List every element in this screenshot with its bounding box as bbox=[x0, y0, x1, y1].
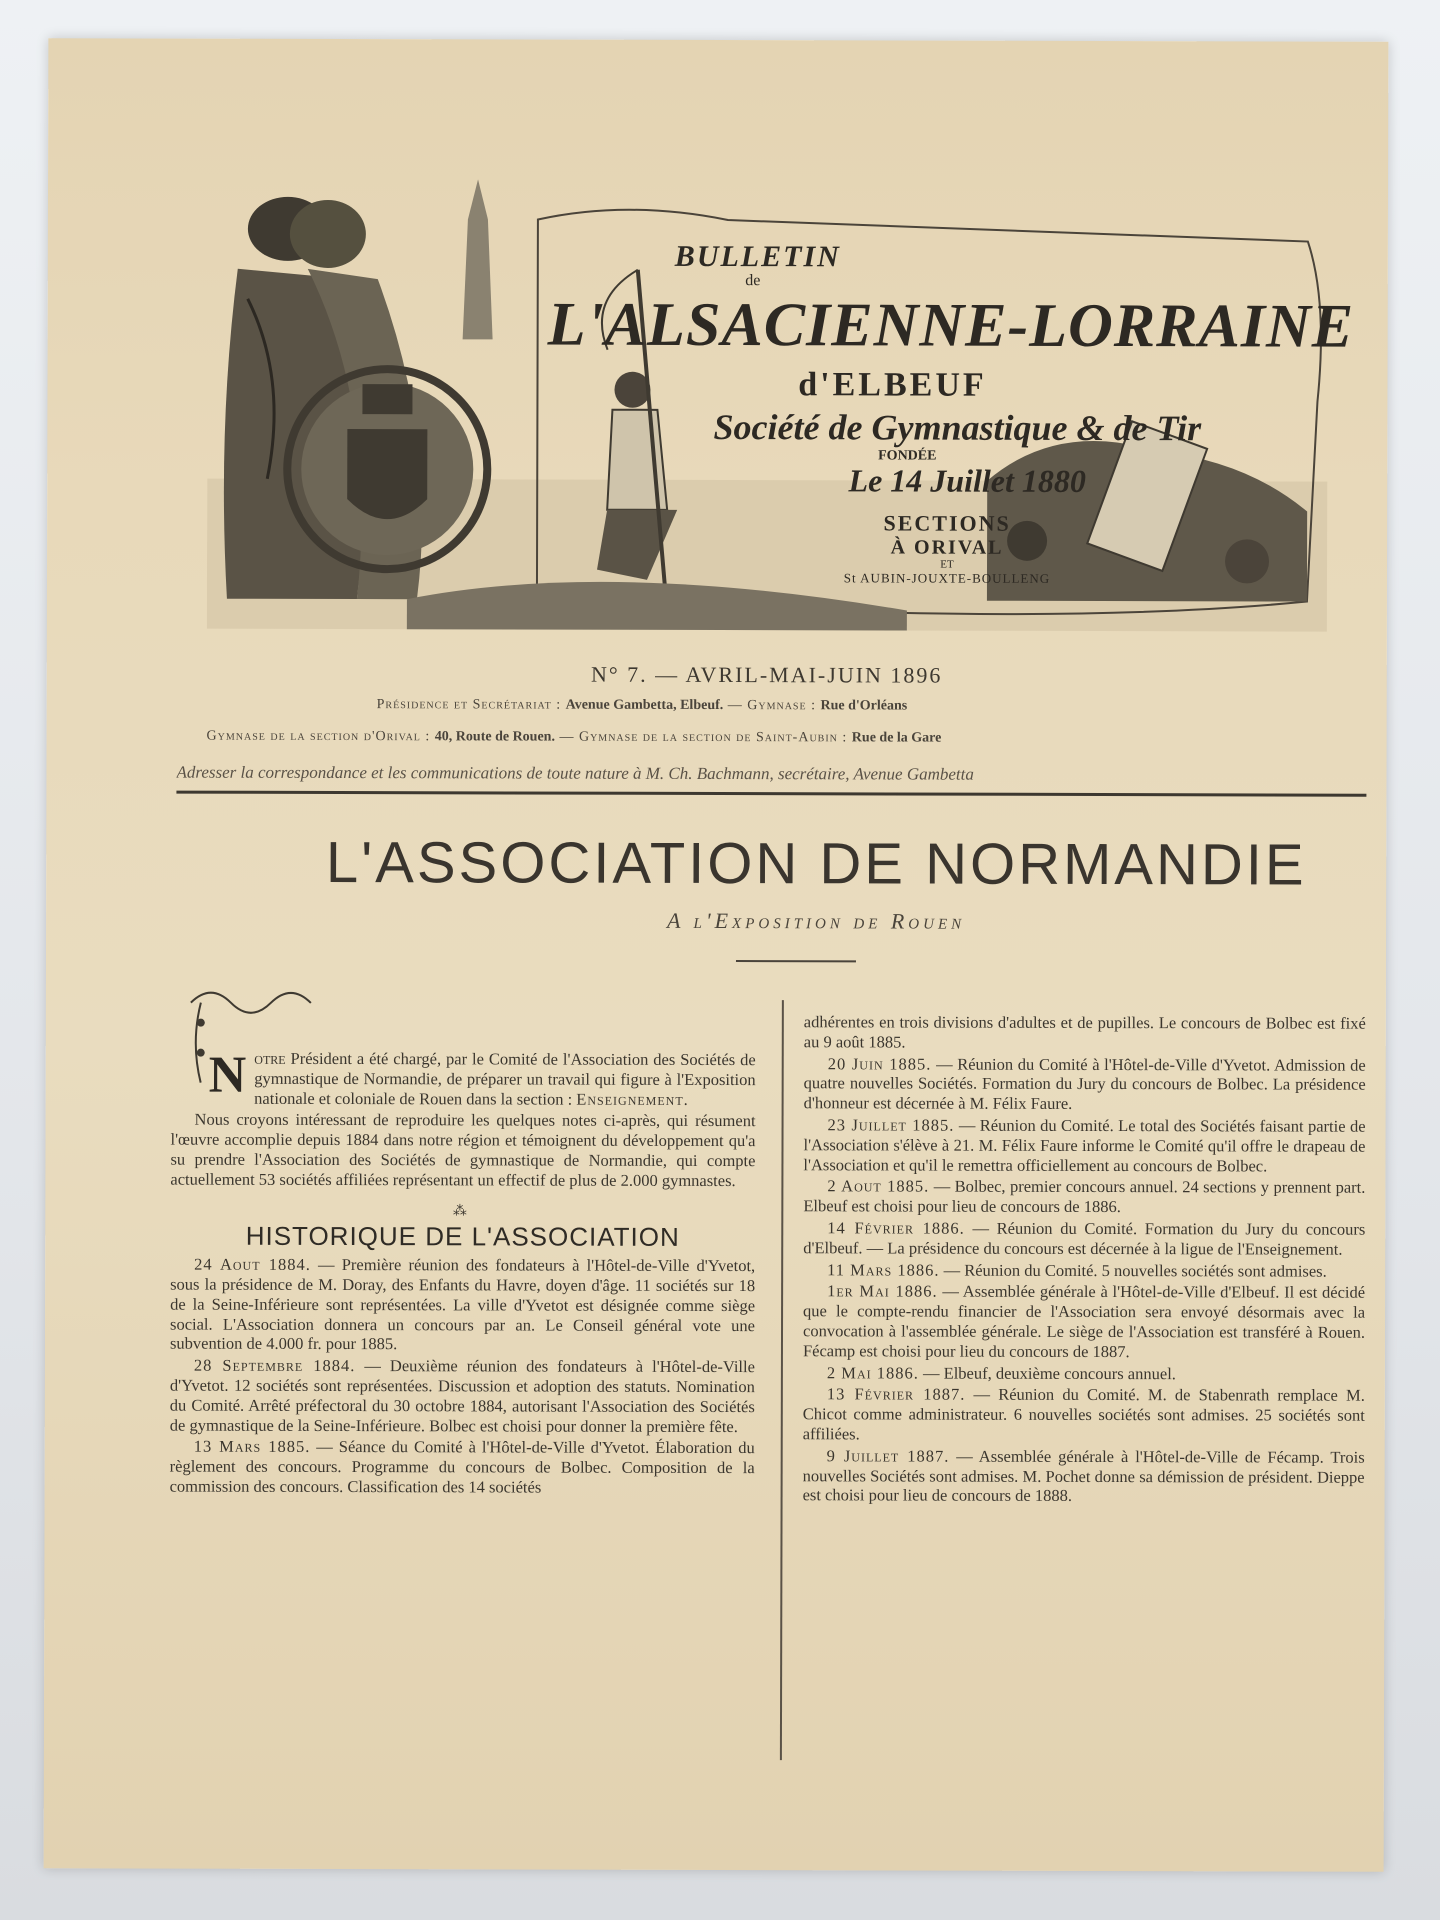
article-subtitle: A l'Exposition de Rouen bbox=[666, 907, 966, 934]
history-entry bbox=[803, 1218, 1365, 1259]
bulletin-page bbox=[44, 38, 1389, 1872]
entry-date: 20 Juin 1885. bbox=[827, 1053, 932, 1074]
entry-text: — Séance du Comité à l'Hôtel-de-Ville d'Yvetot. Élaboration du règlement des concours. Programme du concours de Bolbec. Composition de la commission des concours. Classification des 14 sociétés bbox=[169, 1437, 755, 1497]
history-entry bbox=[803, 1115, 1365, 1176]
entry-text: — Elbeuf, deuxième concours annuel. bbox=[918, 1363, 1176, 1383]
history-entry bbox=[803, 1446, 1365, 1507]
article-title: L'ASSOCIATION DE NORMANDIE bbox=[325, 829, 1307, 898]
drop-cap: N bbox=[208, 1046, 247, 1104]
masthead-sections: SECTIONS bbox=[883, 510, 1011, 536]
history-entry bbox=[803, 1177, 1365, 1218]
column-divider bbox=[780, 1000, 784, 1760]
masthead-orival: À ORIVAL bbox=[890, 536, 1004, 559]
masthead-societe: Société de Gymnastique & de Tir bbox=[713, 406, 1202, 449]
info-label: Gymnase de la section d'Orival : bbox=[206, 728, 431, 745]
entry-date: 2 Aout 1885. bbox=[827, 1176, 930, 1196]
info-value: Rue d'Orléans bbox=[820, 698, 908, 714]
masthead-de: de bbox=[745, 272, 761, 290]
info-label: Présidence et Secrétariat : bbox=[376, 697, 562, 713]
masthead-saint-aubin: St AUBIN-JOUXTE-BOULLENG bbox=[843, 570, 1051, 586]
history-entry bbox=[803, 1260, 1365, 1281]
info-line-presidency bbox=[377, 697, 908, 714]
info-value: Rue de la Gare bbox=[851, 730, 942, 746]
entry-text: — Réunion du Comité. 5 nouvelles sociétés sont admises. bbox=[939, 1260, 1327, 1281]
entry-date: 11 Mars 1886. bbox=[827, 1259, 940, 1280]
issue-line: N° 7. — AVRIL-MAI-JUIN 1896 bbox=[590, 661, 943, 688]
entry-date: 28 Septembre 1884. bbox=[193, 1355, 356, 1376]
history-entry bbox=[803, 1363, 1365, 1384]
continued-text: adhérentes en trois divisions d'adultes et de pupilles. Le concours de Bolbec est fixé au 9 août 1885. bbox=[803, 1012, 1366, 1052]
entry-text: — Réunion du Comité à l'Hôtel-de-Ville d'Yvetot. Admission de quatre nouvelles Sociétés. Formation du Jury du concours de Bolbec. La présidence d'honneur est décernée à M. Félix Faure. bbox=[803, 1054, 1366, 1114]
address-line: Adresser la correspondance et les communications de toute nature à M. Ch. Bachmann, secrétaire, Avenue Gambetta bbox=[176, 763, 1366, 797]
entry-date: 1er Mai 1886. bbox=[827, 1281, 938, 1301]
section-heading: HISTORIQUE DE L'ASSOCIATION bbox=[245, 1221, 680, 1253]
info-label: — Gymnase : bbox=[727, 698, 817, 714]
intro-paragraph-2: Nous croyons intéressant de reproduire les quelques notes ci-après, qui résument l'œuvre accomplie depuis 1884 dans notre région et témoignent du développement qu'a su prendre l'Association des Sociétés de gymnastique de Normandie, qui compte actuellement 53 sociétés affiliées représentant un effectif de plus de 2.000 gymnastes. bbox=[170, 1110, 756, 1190]
title-divider bbox=[736, 960, 856, 962]
entry-text: — Réunion du Comité. M. de Stabenrath remplace M. Chicot comme administrateur. 6 nouvelles sociétés sont admises. 25 sociétés sont affiliées. bbox=[802, 1384, 1365, 1444]
history-entry bbox=[170, 1356, 755, 1437]
entry-text: — Deuxième réunion des fondateurs à l'Hôtel-de-Ville d'Yvetot. 12 sociétés sont représentées. Discussion et adoption des statuts. Nomination du Comité. Arrêté préfectoral du 30 octobre 1884, autorisant l'Association des Sociétés de gymnastique de la Seine-Inférieure. Bolbec est choisi pour donner la première fête. bbox=[169, 1356, 755, 1436]
asterism: ⁂ bbox=[452, 1203, 473, 1219]
entry-date: 23 Juillet 1885. bbox=[827, 1115, 955, 1135]
masthead-title: L'ALSACIENNE-LORRAINE bbox=[547, 290, 1355, 361]
entry-date: 13 Février 1887. bbox=[826, 1384, 966, 1404]
entry-text: — Réunion du Comité. Le total des Sociétés faisant partie de l'Association s'élève à 21. M. Félix Faure informe le Comité qu'il offre le drapeau de l'Association et qu'il le remettra officiellement au concours de Bolbec. bbox=[803, 1115, 1366, 1176]
info-line-gymnases bbox=[207, 729, 942, 747]
entry-text: — Assemblée générale à l'Hôtel-de-Ville d'Elbeuf. Il est décidé que le compte-rendu financier de l'Association sera envoyé désormais avec la convocation à l'assemblée générale. Le siège de l'Association est transféré à Rouen. Fécamp est choisi pour lieu du concours de 1887. bbox=[802, 1281, 1366, 1361]
masthead-fondee: FONDÉE bbox=[878, 448, 937, 464]
masthead-city: d'ELBEUF bbox=[798, 366, 987, 404]
entry-text: — Réunion du Comité. Formation du Jury du concours d'Elbeuf. — La présidence du concours est décernée à la ligue de l'Enseignement. bbox=[803, 1218, 1366, 1259]
entry-date: 14 Février 1886. bbox=[827, 1218, 965, 1238]
intro-section: Enseignement. bbox=[576, 1089, 689, 1109]
entry-date: 24 Aout 1884. bbox=[194, 1254, 311, 1275]
intro-paragraph-1 bbox=[171, 1046, 756, 1110]
info-value: 40, Route de Rouen. bbox=[434, 729, 555, 745]
intro-text: Président a été chargé, par le Comité de l'Association des Sociétés de gymnastique de Normandie, de préparer un travail qui figure à l'Exposition nationale et coloniale de Rouen dans la section : bbox=[254, 1048, 756, 1109]
history-entry bbox=[804, 1054, 1366, 1115]
history-entry bbox=[170, 1255, 755, 1356]
right-column bbox=[803, 1012, 1366, 1509]
entry-date: 9 Juillet 1887. bbox=[826, 1446, 950, 1466]
entry-text: — Bolbec, premier concours annuel. 24 sections y prennent part. Elbeuf est choisi pour lieu de concours de 1886. bbox=[803, 1176, 1366, 1217]
masthead-et: ET bbox=[940, 558, 954, 571]
info-label: — Gymnase de la section de Saint-Aubin : bbox=[559, 729, 848, 746]
history-entry bbox=[803, 1385, 1365, 1446]
masthead-bulletin: BULLETIN bbox=[674, 239, 841, 274]
intro-lead: otre bbox=[254, 1048, 286, 1068]
masthead bbox=[207, 179, 1355, 662]
left-column bbox=[169, 1046, 756, 1500]
entry-date: 2 Mai 1886. bbox=[826, 1362, 919, 1383]
coat-of-arms bbox=[287, 369, 488, 570]
entry-text: — Assemblée générale à l'Hôtel-de-Ville de Fécamp. Trois nouvelles Sociétés sont admises. M. Pochet donne sa démission de président. Dieppe est choisi pour lieu de concours de 1888. bbox=[802, 1446, 1365, 1506]
masthead-date: Le 14 Juillet 1880 bbox=[848, 462, 1086, 499]
info-value: Avenue Gambetta, Elbeuf. bbox=[565, 697, 724, 714]
entry-date: 13 Mars 1885. bbox=[193, 1436, 311, 1457]
history-entry bbox=[170, 1437, 755, 1498]
entry-text: — Première réunion des fondateurs à l'Hôtel-de-Ville d'Yvetot, sous la présidence de M. Doray, des Enfants du Havre, doyen d'âge. 11 sociétés sur 18 de la Seine-Inférieure sont représentées. La ville d'Yvetot est désignée comme siège social. L'Association donnera un concours par an. Le Conseil général vote une subvention de 4.000 fr. pour 1885. bbox=[169, 1255, 756, 1354]
history-entry bbox=[803, 1282, 1365, 1363]
